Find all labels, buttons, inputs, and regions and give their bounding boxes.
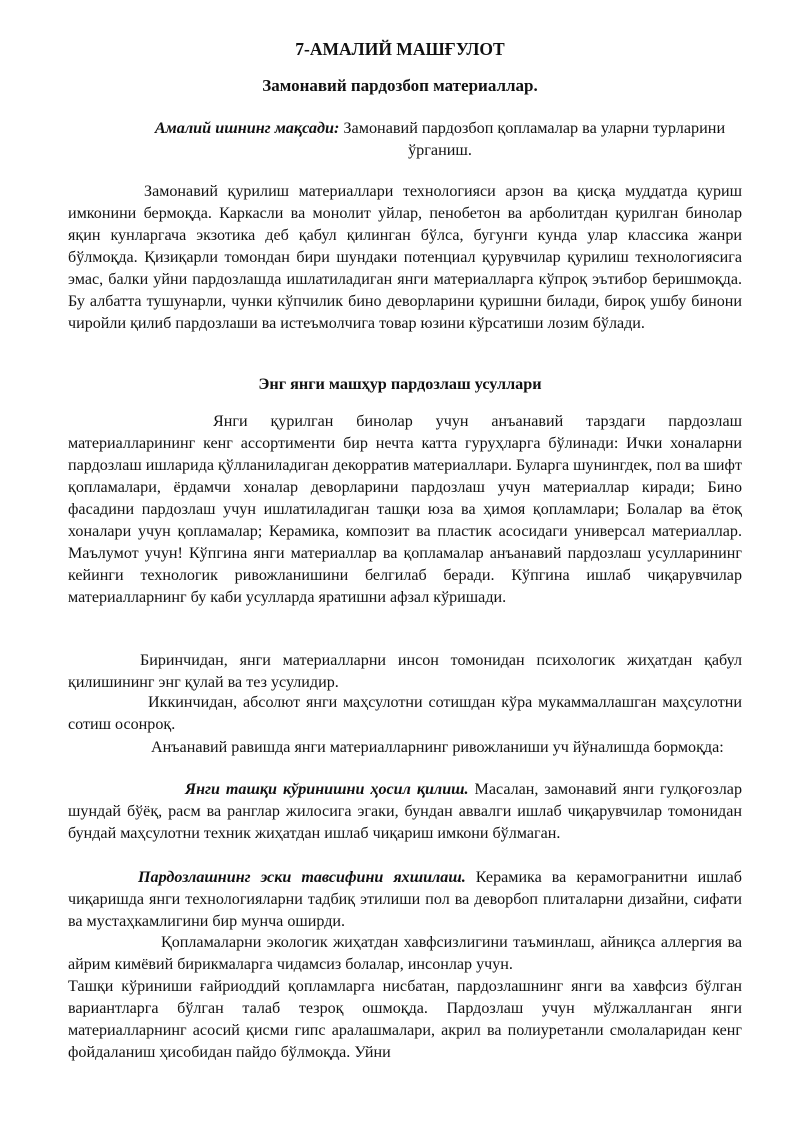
section-heading: Энг янги машҳур пардозлаш усуллари bbox=[258, 375, 542, 393]
paragraph-directions: Анъанавий равишда янги материалларнинг ривожланиши уч йўналишда бормоқда: bbox=[151, 739, 724, 756]
paragraph-intro: Замонавий қурилиш материаллари технологияси арзон ва қисқа муддатда қуриш имконини бермоқда. Каркасли ва монолит уйлар, пенобетон ва арболитдан қурилган бинолар яқин кунларгача экзотика деб қабул қилинган бўлса, бугунги кунда улар классика жанри бўлмоқда. Қизиқарли томондан бири шундаки потенциал қурувчилар қурилиш технологиясига эмас, балки уйни пардозлашда ишлатиладиган янги материалларга кўпроқ эътибор беришмоқда. Бу албатта тушунарли, чунки кўпчилик бино деворларини қуришни билади, бироқ ушбу бинони чиройли қилиб пардозлаши ва истеъмолчига товар юзини кўрсатиши лозим бўлади. bbox=[68, 183, 742, 332]
page-title: 7-АМАЛИЙ МАШҒУЛОТ bbox=[295, 39, 505, 59]
page-subtitle: Замонавий пардозбоп материаллар. bbox=[262, 76, 538, 95]
goal-label: Амалий ишнинг мақсади: bbox=[154, 119, 340, 137]
paragraph-new-look-lead: Янги ташқи кўринишни ҳосил қилиш. bbox=[185, 781, 469, 798]
paragraph-improve-lead: Пардозлашнинг эски тавсифини яхшилаш. bbox=[138, 869, 466, 886]
paragraph-ecology: Қопламаларни экологик жиҳатдан хавфсизлигини таъминлаш, айниқса аллергия ва айрим кимёвий бирикмаларга чидамсиз болалар, инсонлар учун. bbox=[68, 934, 742, 973]
paragraph-demand: Ташқи кўриниши ғайриоддий қопламларга нисбатан, пардозлашнинг янги ва хавфсиз бўлган вариантларга бўлган талаб тезроқ ошмоқда. Пардозлаш учун мўлжалланган янги материалларнинг асосий қисми гипс аралашмалари, акрил ва полиуретанли смолаларидан кенг фойдаланиш ҳисобидан пайдо бўлмоқда. Уйни bbox=[68, 978, 742, 1061]
paragraph-materials: Янги қурилган бинолар учун анъанавий тарздаги пардозлаш материалларининг кенг ассортименти бир нечта катта гуруҳларга бўлинади: Ички хоналарни пардозлаш ишларида қўлланиладиган декорратив материаллари. Буларга шунингдек, пол ва шифт қопламалари, ёрдамчи хоналар деворларини пардозлаш учун материаллар киради; Бино фасадини пардозлаш учун ишлатиладиган ташқи юза ва ҳимоя қопламлари; Болалар ва ётоқ хоналари учун қопламалар; Керамика, композит ва пластик асосидаги универсал материаллар. Маълумот учун! Кўпгина янги материаллар ва қопламалар анъанавий пардозлаш усулларининг кейинги технологик ривожланишини белгилаб беради. Кўпгина ишлаб чиқарувчилар материалларнинг бу каби усулларда яратишни афзал кўришади. bbox=[68, 413, 742, 606]
goal-text: Замонавий пардозбоп қопламалар ва уларни турларини ўрганиш. bbox=[339, 119, 726, 159]
paragraph-new-look-text: Масалан, замонавий янги гулқоғозлар шундай бўёқ, расм ва ранглар жилосига эгаки, бундан аввалги ишлаб чиқарувчилар томонидан бундай маҳсулотни техник жиҳатдан ишлаб чиқариш имкони бўлмаган. bbox=[68, 781, 742, 842]
paragraph-second: Иккинчидан, абсолют янги маҳсулотни сотишдан кўра мукаммаллашган маҳсулотни сотиш осонроқ. bbox=[68, 694, 742, 733]
paragraph-improve bbox=[68, 867, 742, 933]
paragraph-improve-text: Керамика ва керамогранитни ишлаб чиқаришда янги технологияларни тадбиқ этилиши пол ва деворбоп плиталарни дизайни, сифати ва мустаҳкамлигини бир мунча оширди. bbox=[68, 869, 742, 930]
goal-statement bbox=[150, 117, 730, 161]
paragraph-new-look bbox=[68, 779, 742, 845]
paragraph-first: Биринчидан, янги материалларни инсон томонидан психологик жиҳатдан қабул қилишининг энг қулай ва тез усулидир. bbox=[68, 652, 742, 691]
